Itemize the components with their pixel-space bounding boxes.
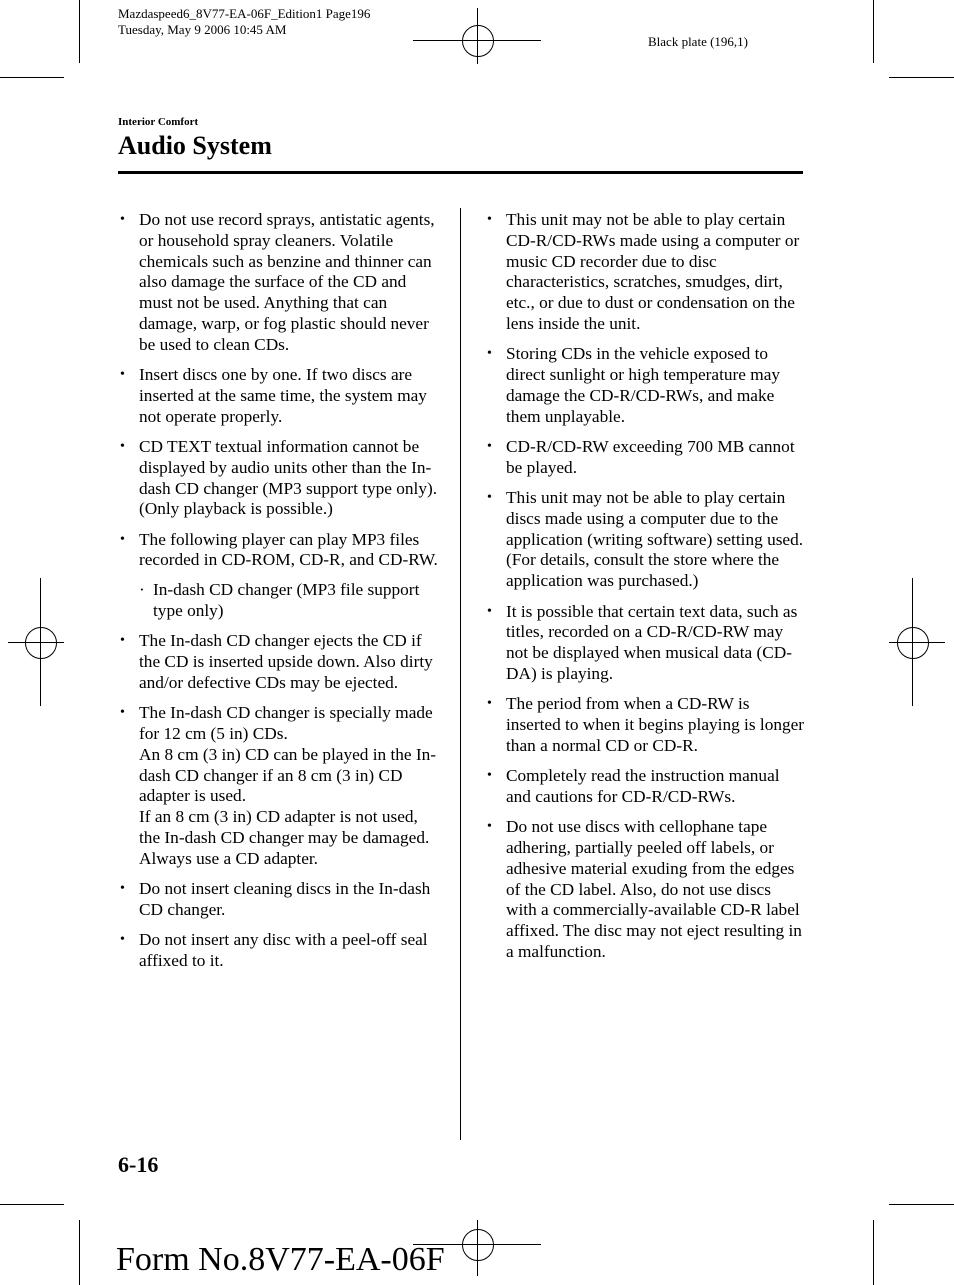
right-column <box>485 210 805 972</box>
bullet-list <box>118 631 440 971</box>
plate-label: Black plate (196,1) <box>648 34 748 49</box>
crop-mark <box>889 1204 954 1205</box>
list-item: • It is possible that certain text data, such as titles, recorded on a CD-R/CD-RW may not be displayed when musical data (CD-DA) is playing. <box>485 602 805 685</box>
crop-mark <box>79 1220 80 1285</box>
list-item: • Storing CDs in the vehicle exposed to direct sunlight or high temperature may damage the CD-R/CD-RWs, and make them unplayable. <box>485 344 805 427</box>
page-title: Audio System <box>118 131 272 160</box>
list-item <box>118 530 440 572</box>
registration-circle <box>897 627 929 659</box>
list-item: • CD TEXT textual information cannot be displayed by audio units other than the In-dash CD changer (MP3 support type only). (Only playback is possible.) <box>118 437 440 520</box>
sub-list-item <box>139 580 440 622</box>
registration-circle <box>25 627 57 659</box>
crop-mark <box>79 0 80 63</box>
registration-circle <box>462 25 494 57</box>
list-item: • Do not insert any disc with a peel-off seal affixed to it. <box>118 930 440 972</box>
list-item <box>118 703 440 869</box>
list-item: • Insert discs one by one. If two discs are inserted at the same time, the system may not operate properly. <box>118 365 440 427</box>
form-number: Form No.8V77-EA-06F <box>116 1241 445 1278</box>
crop-mark <box>873 1220 874 1285</box>
crop-mark <box>889 77 954 78</box>
crop-mark <box>873 0 874 63</box>
list-item: • This unit may not be able to play certain discs made using a computer due to the application (writing software) setting used. (For details, consult the store where the application was purchased.) <box>485 488 805 592</box>
column-divider <box>460 208 461 1140</box>
list-item: • Do not use record sprays, antistatic agents, or household spray cleaners. Volatile chemicals such as benzine and thinner can also damage the surface of the CD and must not be used. Anything that can damage, warp, or fog plastic should never be used to clean CDs. <box>118 210 440 356</box>
crop-mark <box>0 1204 64 1205</box>
crop-mark <box>0 77 64 78</box>
list-item: • Completely read the instruction manual and cautions for CD-R/CD-RWs. <box>485 766 805 808</box>
list-item-paragraph: • The In-dash CD changer is specially made for 12 cm (5 in) CDs. <box>139 703 433 744</box>
file-info-line: Tuesday, May 9 2006 10:45 AM <box>118 22 287 37</box>
list-item: • This unit may not be able to play certain CD-R/CD-RWs made using a computer or music CD recorder due to disc characteristics, scratches, smudges, dirt, etc., or due to dust or condensation on the lens inside the unit. <box>485 210 805 335</box>
left-column <box>118 210 440 981</box>
title-rule <box>118 171 803 174</box>
registration-circle <box>462 1229 494 1261</box>
list-item-paragraph: If an 8 cm (3 in) CD adapter is not used, the In-dash CD changer may be damaged. Always use a CD adapter. <box>139 807 430 868</box>
sub-item-dot: · <box>139 580 145 600</box>
bullet-list <box>485 210 805 963</box>
list-item: • CD-R/CD-RW exceeding 700 MB cannot be played. <box>485 437 805 479</box>
file-info-line: Mazdaspeed6_8V77-EA-06F_Edition1 Page196 <box>118 6 371 21</box>
list-item: • The In-dash CD changer ejects the CD if the CD is inserted upside down. Also dirty and/or defective CDs may be ejected. <box>118 631 440 693</box>
list-item: • Do not use discs with cellophane tape adhering, partially peeled off labels, or adhesive material exuding from the edges of the CD label. Also, do not use discs with a commercially-available CD-R label affixed. The disc may not eject resulting in a malfunction. <box>485 817 805 963</box>
file-info <box>118 6 370 38</box>
bullet-list <box>118 210 440 571</box>
list-item: • Do not insert cleaning discs in the In-dash CD changer. <box>118 879 440 921</box>
section-label: Interior Comfort <box>118 116 199 128</box>
list-item-paragraph: An 8 cm (3 in) CD can be played in the In-dash CD changer if an 8 cm (3 in) CD adapter is used. <box>139 744 437 806</box>
page-number: 6-16 <box>118 1152 159 1177</box>
list-item: • The period from when a CD-RW is inserted to when it begins playing is longer than a normal CD or CD-R. <box>485 694 805 756</box>
sub-item-text: In-dash CD changer (MP3 file support type only) <box>153 580 420 621</box>
list-item-text: The following player can play MP3 files recorded in CD-ROM, CD-R, and CD-RW. <box>139 529 438 570</box>
